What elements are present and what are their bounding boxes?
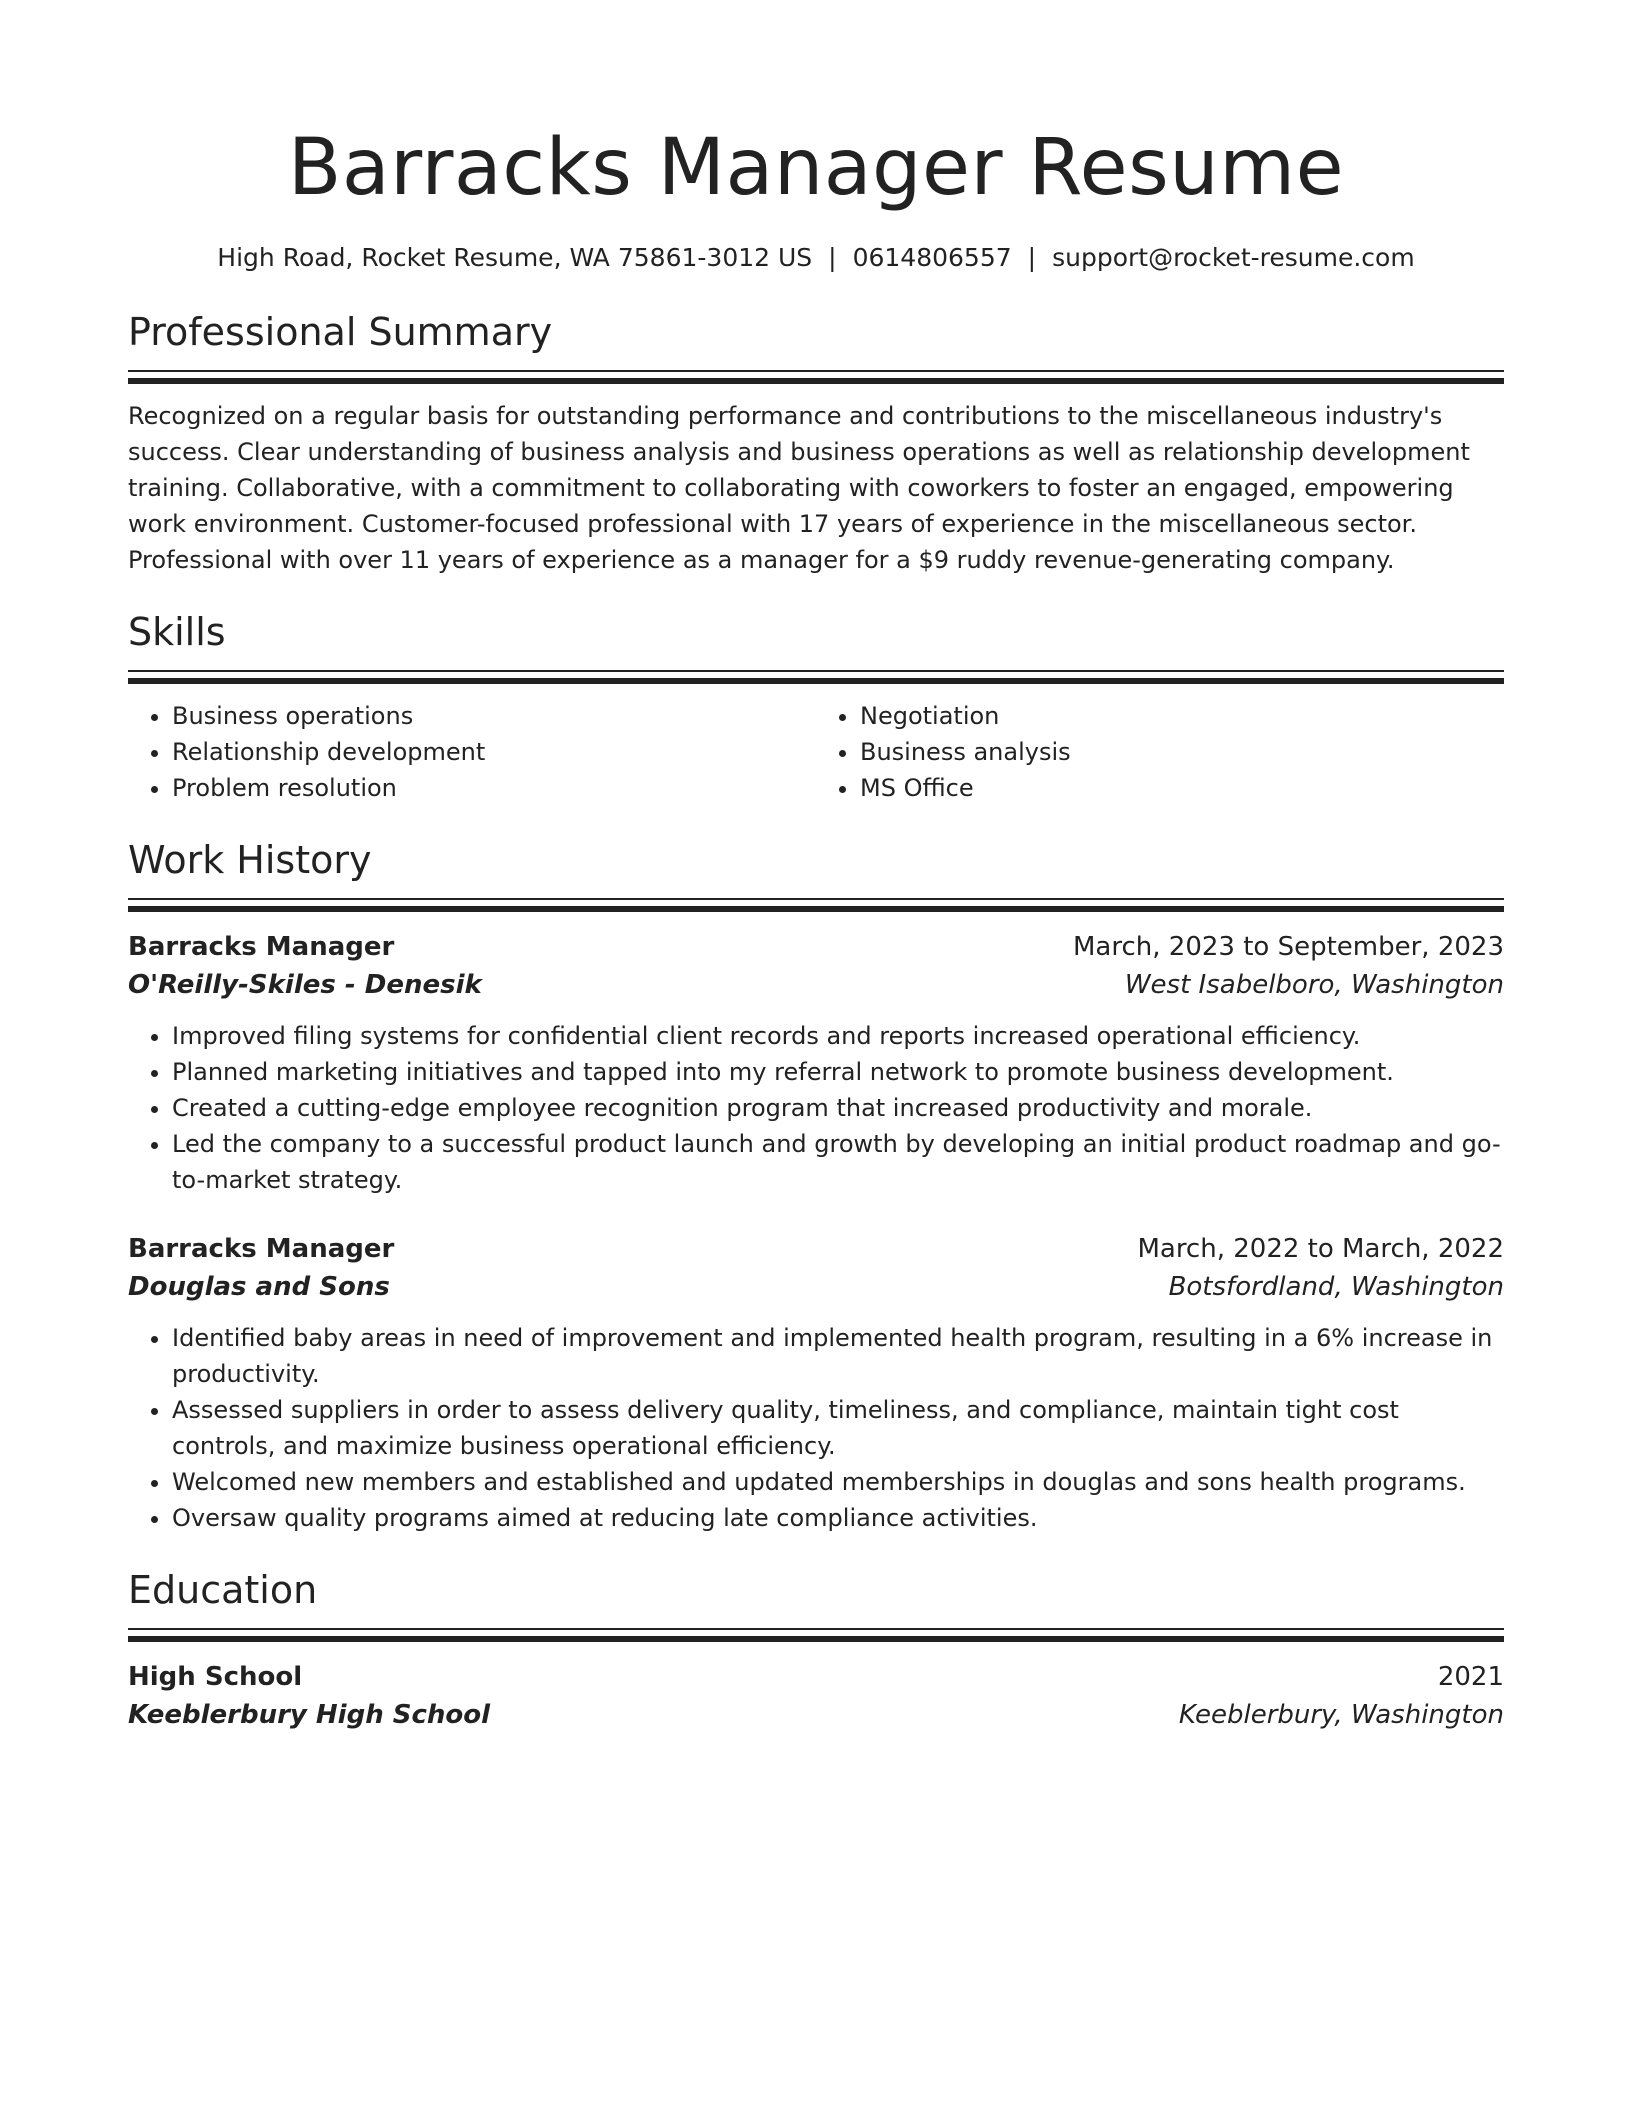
- work-history-section: [128, 836, 1504, 1536]
- job-location: West Isabelboro, Washington: [1124, 970, 1504, 1000]
- job-bullet: • Improved filing systems for confidential client records and reports increased operational efficiency.: [172, 1018, 1504, 1054]
- summary-section: [128, 308, 1504, 578]
- education-subheader-row: [128, 1696, 1504, 1734]
- job-company: Douglas and Sons: [128, 1272, 390, 1302]
- section-divider: [128, 1628, 1504, 1630]
- skill-item: • Business analysis: [860, 734, 1504, 770]
- resume-title: Barracks Manager Resume: [287, 123, 1345, 213]
- work-history-heading: Work History: [128, 838, 372, 882]
- job-bullet: • Identified baby areas in need of improvement and implemented health program, resulting in a 6% increase in productivity.: [172, 1320, 1504, 1392]
- job-title: Barracks Manager: [128, 932, 395, 962]
- section-divider-thick: [128, 906, 1504, 912]
- skills-column-left: [128, 698, 816, 806]
- contact-email: support@rocket-resume.com: [1052, 243, 1415, 272]
- skill-item: • Relationship development: [172, 734, 816, 770]
- skill-item: • Business operations: [172, 698, 816, 734]
- section-divider-thick: [128, 678, 1504, 684]
- section-divider: [128, 670, 1504, 672]
- skills-heading: Skills: [128, 610, 226, 654]
- job-header-row: [128, 928, 1504, 966]
- skills-column-right: [816, 698, 1504, 806]
- skill-item: • Problem resolution: [172, 770, 816, 806]
- job-bullets: [128, 1320, 1504, 1536]
- job-company: O'Reilly-Skiles - Denesik: [128, 970, 482, 1000]
- job-entry: [128, 928, 1504, 1198]
- section-divider: [128, 898, 1504, 900]
- job-bullet: • Created a cutting-edge employee recognition program that increased productivity and morale.: [172, 1090, 1504, 1126]
- job-bullet: • Assessed suppliers in order to assess delivery quality, timeliness, and compliance, maintain tight cost controls, and maximize business operational efficiency.: [172, 1392, 1504, 1464]
- education-header-row: [128, 1658, 1504, 1696]
- job-location: Botsfordland, Washington: [1168, 1272, 1504, 1302]
- skills-section: [128, 608, 1504, 806]
- job-bullet: • Oversaw quality programs aimed at reducing late compliance activities.: [172, 1500, 1504, 1536]
- education-location: Keeblerbury, Washington: [1178, 1700, 1504, 1730]
- contact-separator: |: [828, 243, 837, 272]
- education-entry: [128, 1658, 1504, 1734]
- job-entry: [128, 1230, 1504, 1536]
- job-subheader-row: [128, 1268, 1504, 1306]
- contact-address: High Road, Rocket Resume, WA 75861-3012 US: [217, 243, 813, 272]
- education-year: 2021: [1437, 1662, 1504, 1692]
- job-header-row: [128, 1230, 1504, 1268]
- contact-phone: 0614806557: [852, 243, 1012, 272]
- summary-text: Recognized on a regular basis for outstanding performance and contributions to the miscellaneous industry's success. Clear understanding of business analysis and business operations as well as relationship development training. Collaborative, with a commitment to collaborating with coworkers to foster an engaged, empowering work environment. Customer-focused professional with 17 years of experience in the miscellaneous sector. Professional with over 11 years of experience as a manager for a $9 ruddy revenue-generating company.: [128, 402, 1470, 574]
- job-bullet: • Led the company to a successful product launch and growth by developing an initial product roadmap and go-to-market strategy.: [172, 1126, 1504, 1198]
- job-bullet: • Welcomed new members and established and updated memberships in douglas and sons health programs.: [172, 1464, 1504, 1500]
- education-degree: High School: [128, 1662, 303, 1692]
- job-dates: March, 2023 to September, 2023: [1073, 932, 1504, 962]
- skill-item: • MS Office: [860, 770, 1504, 806]
- job-title: Barracks Manager: [128, 1234, 395, 1264]
- job-bullet: • Planned marketing initiatives and tapped into my referral network to promote business development.: [172, 1054, 1504, 1090]
- section-divider-thick: [128, 1636, 1504, 1642]
- education-section: [128, 1566, 1504, 1734]
- section-divider: [128, 370, 1504, 372]
- contact-line: [128, 242, 1504, 274]
- skill-item: • Negotiation: [860, 698, 1504, 734]
- skills-list: [128, 698, 1504, 806]
- job-dates: March, 2022 to March, 2022: [1137, 1234, 1504, 1264]
- education-heading: Education: [128, 1568, 318, 1612]
- summary-heading: Professional Summary: [128, 310, 553, 354]
- job-bullets: [128, 1018, 1504, 1198]
- contact-separator: |: [1027, 243, 1037, 272]
- job-subheader-row: [128, 966, 1504, 1004]
- education-school: Keeblerbury High School: [128, 1700, 491, 1730]
- section-divider-thick: [128, 378, 1504, 384]
